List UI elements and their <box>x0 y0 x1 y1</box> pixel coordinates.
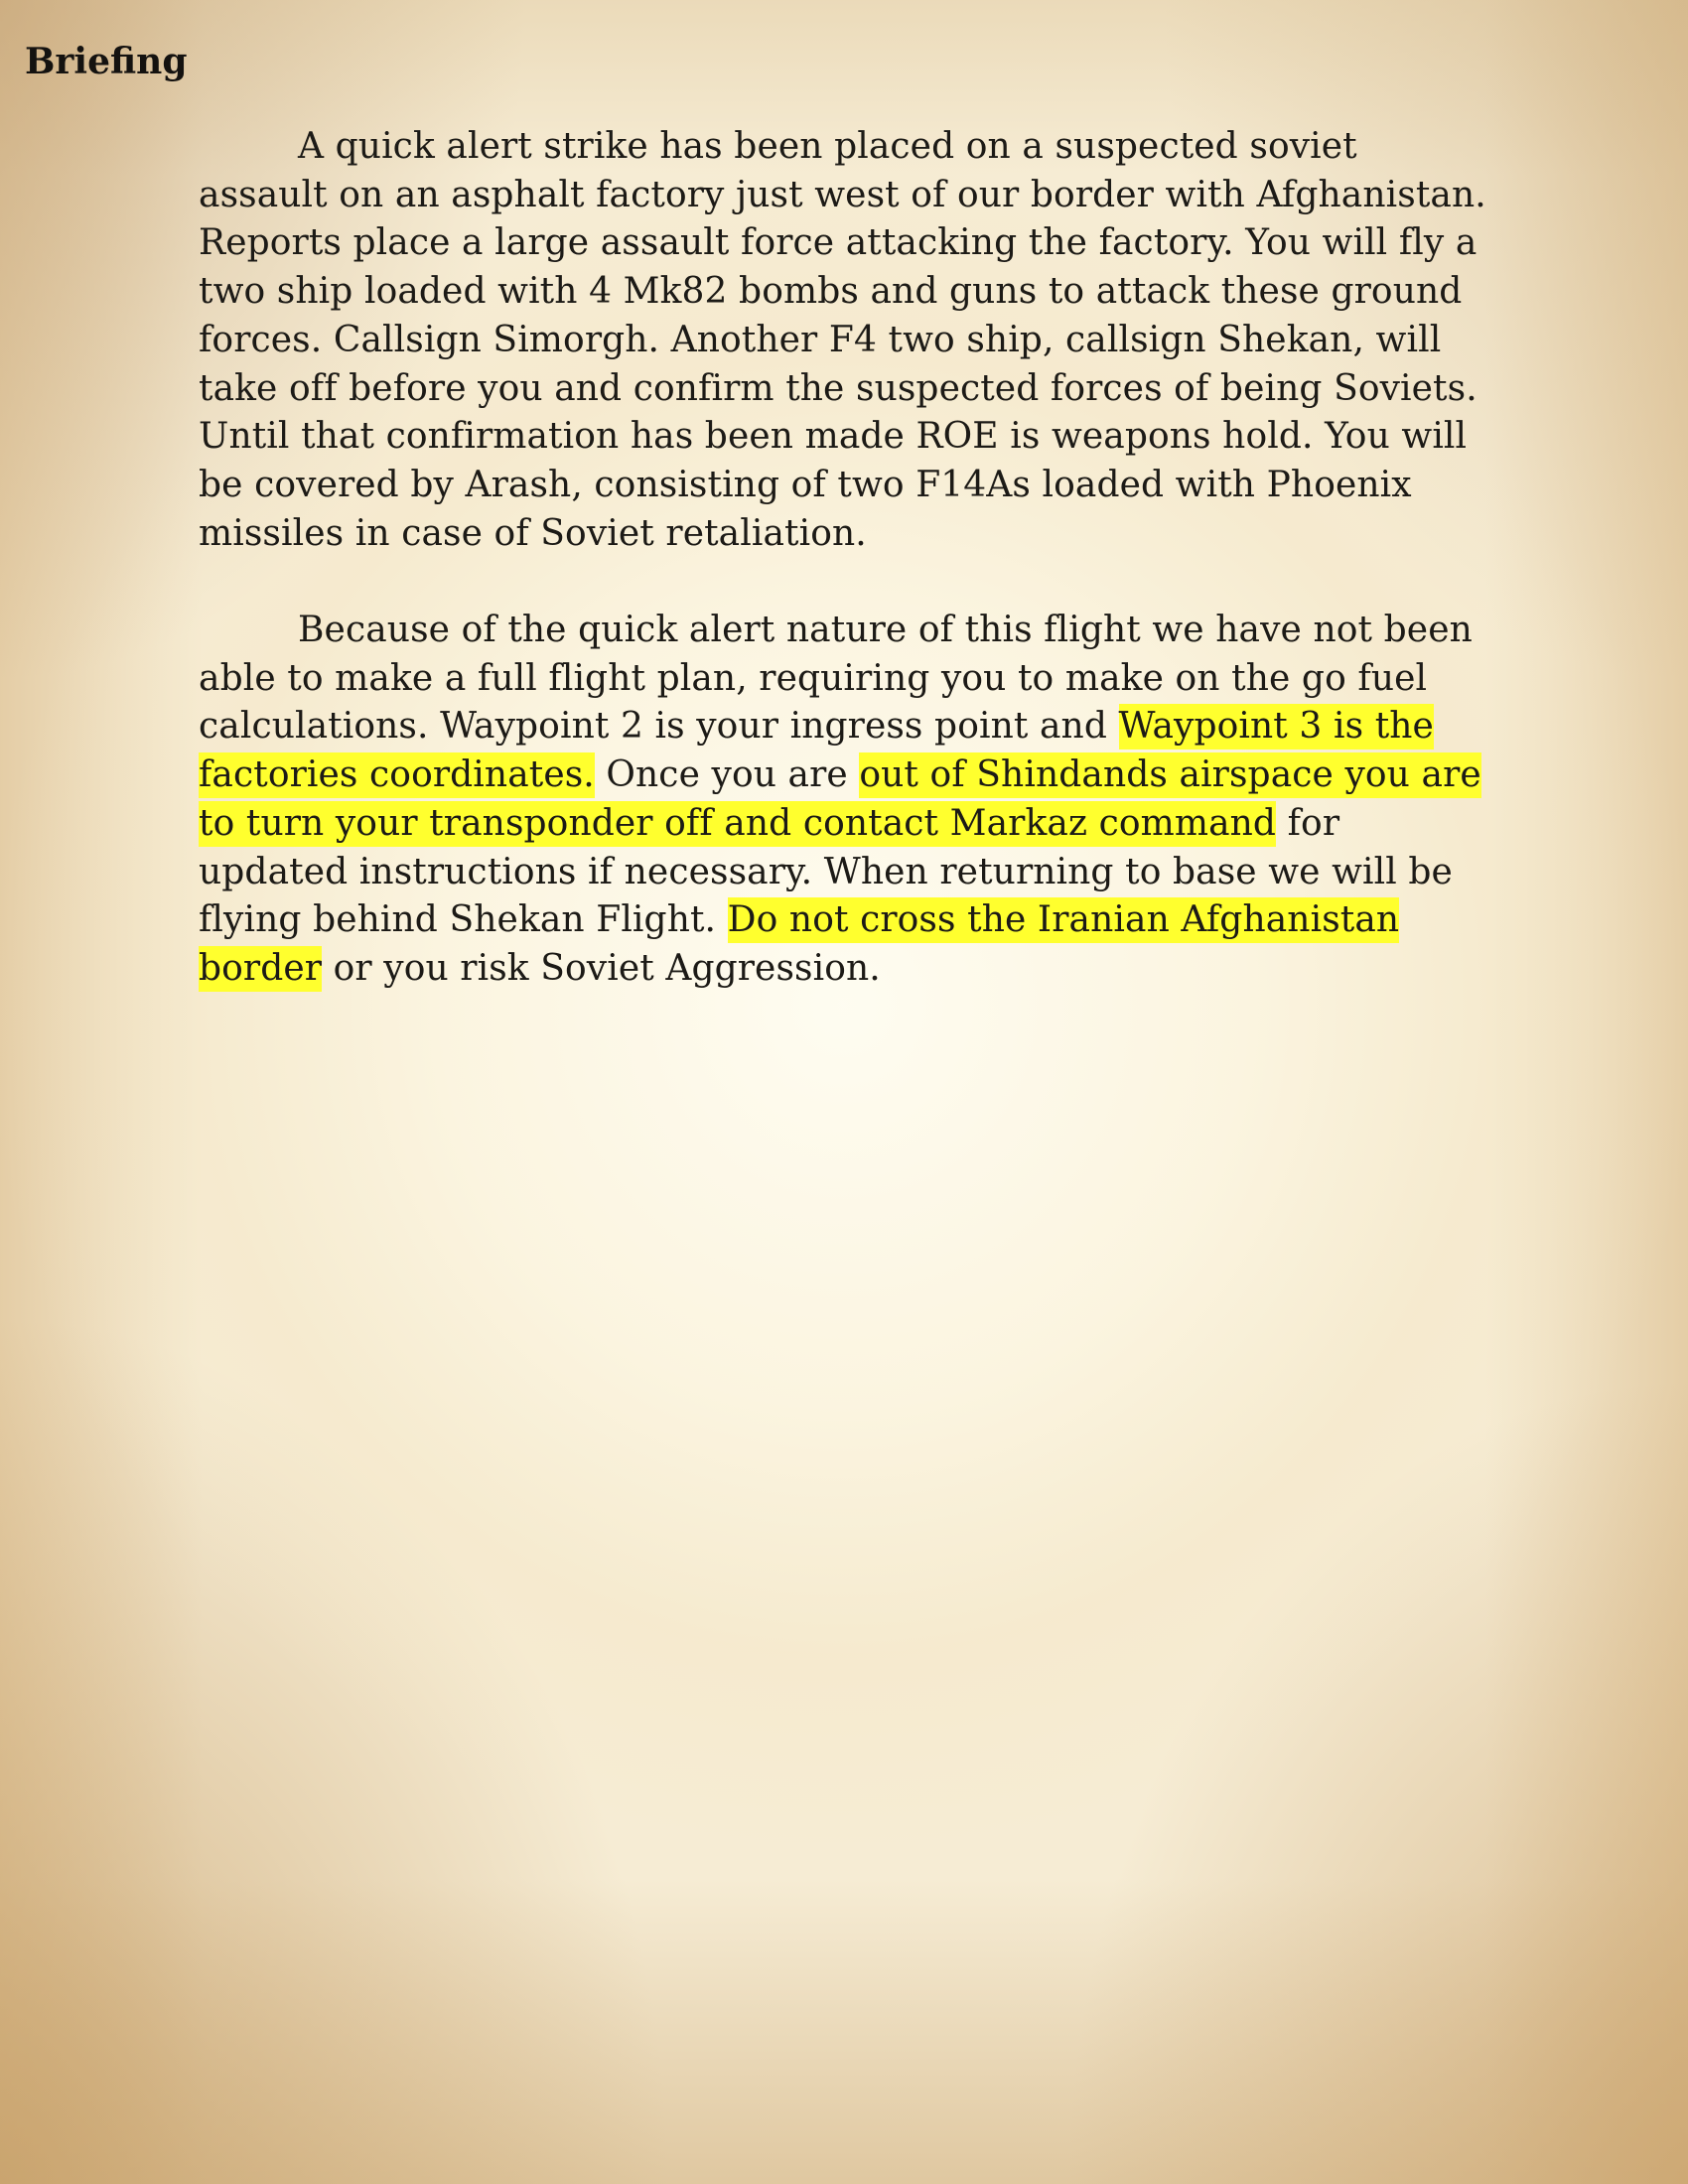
text-segment: updated instructions if necessary. When returning to base we will be <box>199 851 1453 892</box>
text-segment: be covered by Arash, consisting of two F14As loaded with Phoenix <box>199 464 1412 505</box>
text-segment: missiles in case of Soviet retaliation. <box>199 512 867 554</box>
highlighted-text: border <box>199 946 322 992</box>
text-segment: or you risk Soviet Aggression. <box>322 947 881 989</box>
highlighted-text: Do not cross the Iranian Afghanistan <box>728 897 1400 943</box>
text-segment: two ship loaded with 4 Mk82 bombs and guns to attack these ground <box>199 271 1463 313</box>
text-segment: for <box>1276 802 1340 844</box>
document-title: Briefing <box>25 41 188 82</box>
text-segment: able to make a full flight plan, requiring you to make on the go fuel <box>199 657 1428 699</box>
paragraph-1 <box>199 123 1519 558</box>
highlighted-text: out of Shindands airspace you are <box>859 752 1480 798</box>
text-line <box>199 607 1519 655</box>
text-segment: Reports place a large assault force attacking the factory. You will fly a <box>199 222 1477 264</box>
text-segment: take off before you and confirm the suspected forces of being Soviets. <box>199 367 1477 409</box>
highlighted-text: Waypoint 3 is the <box>1119 704 1434 750</box>
paragraph-2 <box>199 607 1519 994</box>
text-line <box>199 462 1519 510</box>
text-line <box>199 172 1519 220</box>
text-segment: Once you are <box>594 754 860 796</box>
briefing-body <box>199 123 1519 994</box>
text-line <box>199 268 1519 317</box>
highlighted-text: to turn your transponder off and contact Markaz command <box>199 801 1276 847</box>
text-segment: Until that confirmation has been made ROE is weapons hold. You will <box>199 416 1468 458</box>
text-segment: Because of the quick alert nature of this flight we have not been <box>298 610 1473 651</box>
text-line <box>199 219 1519 268</box>
text-segment: forces. Callsign Simorgh. Another F4 two ship, callsign Shekan, will <box>199 319 1442 360</box>
text-line <box>199 413 1519 462</box>
text-line <box>199 751 1519 800</box>
highlighted-text: factories coordinates. <box>199 752 595 798</box>
text-line <box>199 945 1519 994</box>
text-line <box>199 123 1519 172</box>
text-line <box>199 896 1519 945</box>
text-line <box>199 365 1519 414</box>
text-line <box>199 849 1519 897</box>
text-line <box>199 317 1519 365</box>
text-line <box>199 510 1519 559</box>
text-segment: assault on an asphalt factory just west of our border with Afghanistan. <box>199 174 1486 215</box>
text-segment: flying behind Shekan Flight. <box>199 899 728 941</box>
text-segment: calculations. Waypoint 2 is your ingress point and <box>199 706 1119 748</box>
text-segment: A quick alert strike has been placed on a suspected soviet <box>298 126 1357 167</box>
text-line <box>199 655 1519 704</box>
text-line <box>199 800 1519 849</box>
text-line <box>199 703 1519 751</box>
